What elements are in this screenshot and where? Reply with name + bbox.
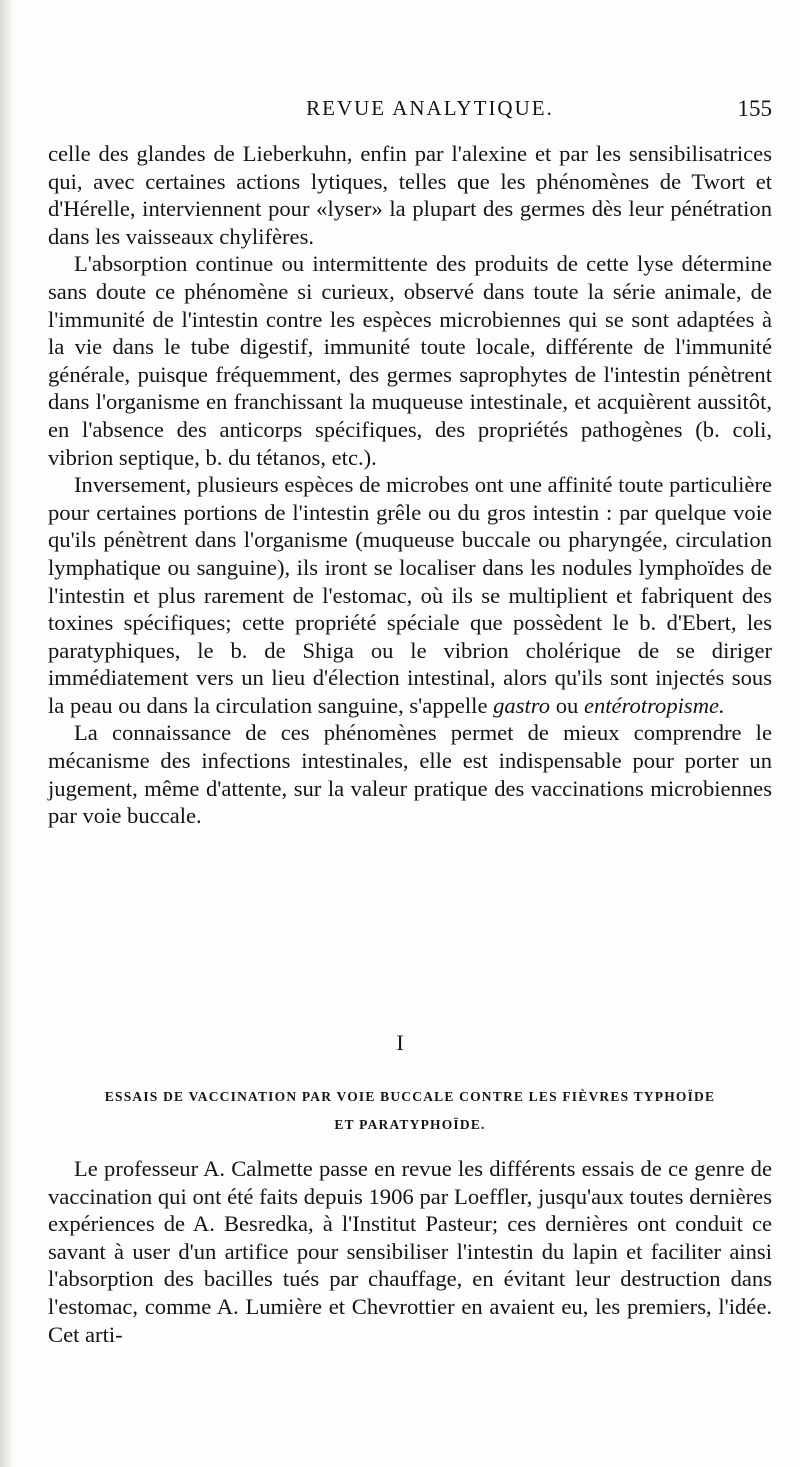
running-title: REVUE ANALYTIQUE. bbox=[306, 96, 554, 120]
conjunction-ou: ou bbox=[550, 692, 584, 718]
paragraph-connaissance: La connaissance de ces phénomènes permet de mieux comprendre le mécanisme des infections intestinales, elle est indispensable pour porter un jugement, même d'attente, sur la valeur pratique des vaccinations microbiennes par voie buccale. bbox=[48, 720, 772, 829]
paragraph-continuation: celle des glandes de Lieberkuhn, enfin par l'alexine et par les sensibilisatrices qui, avec certaines actions lytiques, telles que les phénomènes de Twort et d'Hérelle, interviennent pour «lyser» la plupart des germes dès leur pénétration dans les vaisseaux chylifères. bbox=[48, 141, 772, 249]
running-head bbox=[48, 96, 772, 128]
paragraph-calmette: Le professeur A. Calmette passe en revue les différents essais de ce genre de vaccination qui ont été faits depuis 1906 par Loeffler, jusqu'aux toutes dernières expériences de A. Besredka, à l'Institut Pasteur; ces dernières ont conduit ce savant à user d'un artifice pour sensibiliser l'intestin du lapin et faciliter ainsi l'absorption des bacilles tués par chauffage, en évitant leur destruction dans l'estomac, comme A. Lumière et Chevrottier en avaient eu, les premiers, l'idée. Cet arti- bbox=[48, 1156, 772, 1347]
paragraph-absorption: L'absorption continue ou intermittente des produits de cette lyse détermine sans doute ce phénomène si curieux, observé dans toute la série animale, de l'immunité de l'intestin contre les espèces microbiennes qui se sont adaptées à la vie dans le tube digestif, immunité toute locale, différente de l'immunité générale, puisque fréquemment, des germes saprophytes de l'intestin pénètrent dans l'organisme en franchissant la muqueuse intestinale, et acquièrent aussitôt, en l'absence des anticorps spécifiques, des propriétés pathogènes (b. coli, vibrion septique, b. du tétanos, etc.). bbox=[48, 251, 772, 470]
text-block-top bbox=[48, 140, 772, 830]
section-heading-line-2: ET PARATYPHOÏDE. bbox=[334, 1117, 486, 1132]
section-numeral: I bbox=[396, 1030, 404, 1055]
section-heading-line-1: ESSAIS DE VACCINATION PAR VOIE BUCCALE CONTRE LES FIÈVRES TYPHOÏDE bbox=[104, 1089, 716, 1104]
section-heading bbox=[48, 1083, 772, 1139]
italic-term-gastro: gastro bbox=[493, 692, 551, 718]
paragraph-inversement-text: Inversement, plusieurs espèces de microbes ont une affinité toute particulière pour certaines portions de l'intestin grêle ou du gros intestin : par quelque voie qu'ils pénètrent dans l'organisme (muqueuse buccale ou pharyngée, circulation lymphatique ou sanguine), ils iront se localiser dans les nodules lymphoïdes de l'intestin et plus rarement de l'estomac, où ils se multiplient et fabriquent des toxines spécifiques; cette propriété spéciale que possèdent le b. d'Ebert, les paratyphiques, le b. de Shiga ou le vibrion cholérique de se diriger immédiatement vers un lieu d'élection intestinal, alors qu'ils sont injectés sous la peau ou dans la circulation sanguine, s'appelle bbox=[48, 472, 772, 718]
text-block-bottom bbox=[48, 1155, 772, 1348]
page-number: 155 bbox=[737, 96, 772, 121]
page-gutter-shadow bbox=[0, 0, 14, 1467]
italic-term-enterotropisme: entérotropisme. bbox=[583, 692, 725, 718]
paragraph-inversement bbox=[48, 471, 772, 719]
